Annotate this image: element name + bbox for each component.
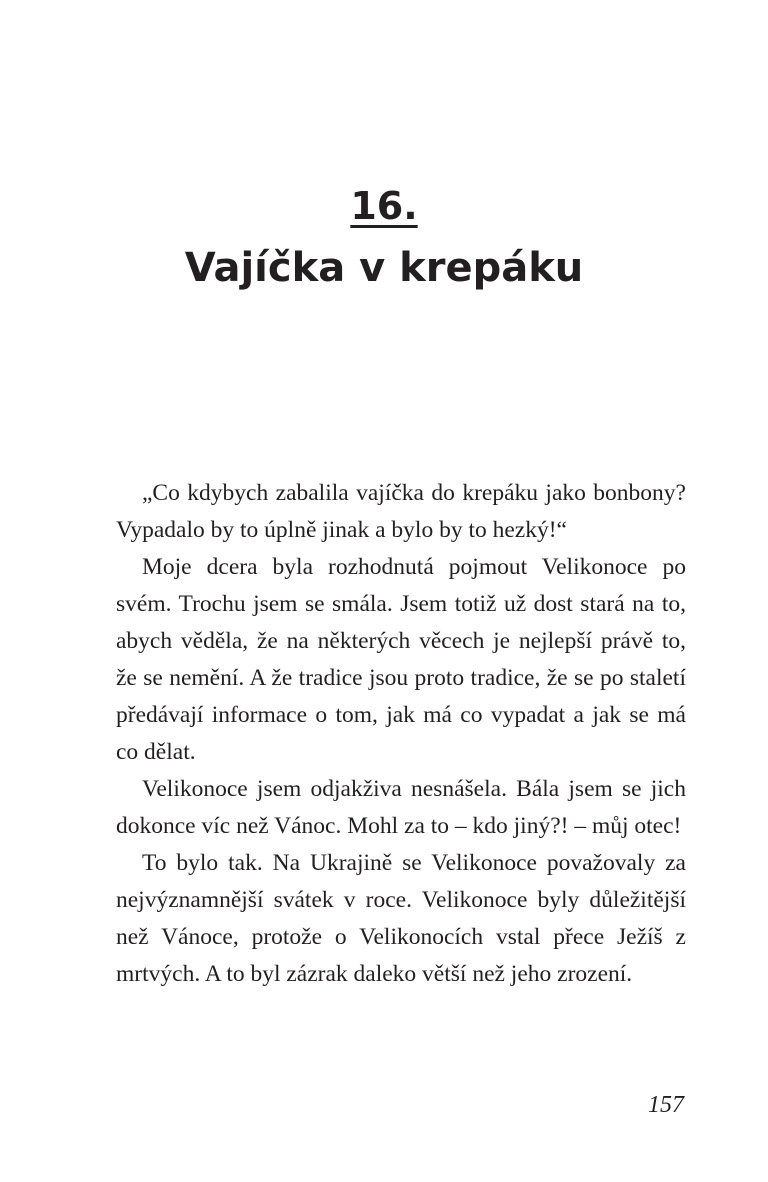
chapter-title: Vajíčka v krepáku <box>184 245 584 291</box>
chapter-body <box>116 475 686 993</box>
chapter-number <box>0 176 768 236</box>
paragraph: „Co kdybych zabalila vajíčka do krepáku jako bonbony? Vypadalo by to úplně jinak a bylo by to hezký!“ <box>116 480 686 543</box>
paragraph: To bylo tak. Na Ukrajině se Velikonoce považovaly za nejvýznamnější svátek v roce. Velikonoce byly důležitější než Vánoce, protože o Velikonocích vstal přece Ježíš z mrtvých. A to byl zázrak daleko větší než jeho zrození. <box>116 850 686 987</box>
page-number: 157 <box>648 1092 684 1118</box>
chapter-number-text: 16. <box>350 184 418 228</box>
paragraph: Velikonoce jsem odjakživa nesnášela. Bála jsem se jich dokonce víc než Vánoc. Mohl za to – kdo jiný?! – můj otec! <box>116 776 686 839</box>
paragraph: Moje dcera byla rozhodnutá pojmout Velikonoce po svém. Trochu jsem se smála. Jsem totiž už dost stará na to, abych věděla, že na některých věcech je nejlepší právě to, že se nemění. A že tradice jsou proto tradice, že se po staletí předávají informace o tom, jak má co vypadat a jak se má co dělat. <box>116 554 686 765</box>
